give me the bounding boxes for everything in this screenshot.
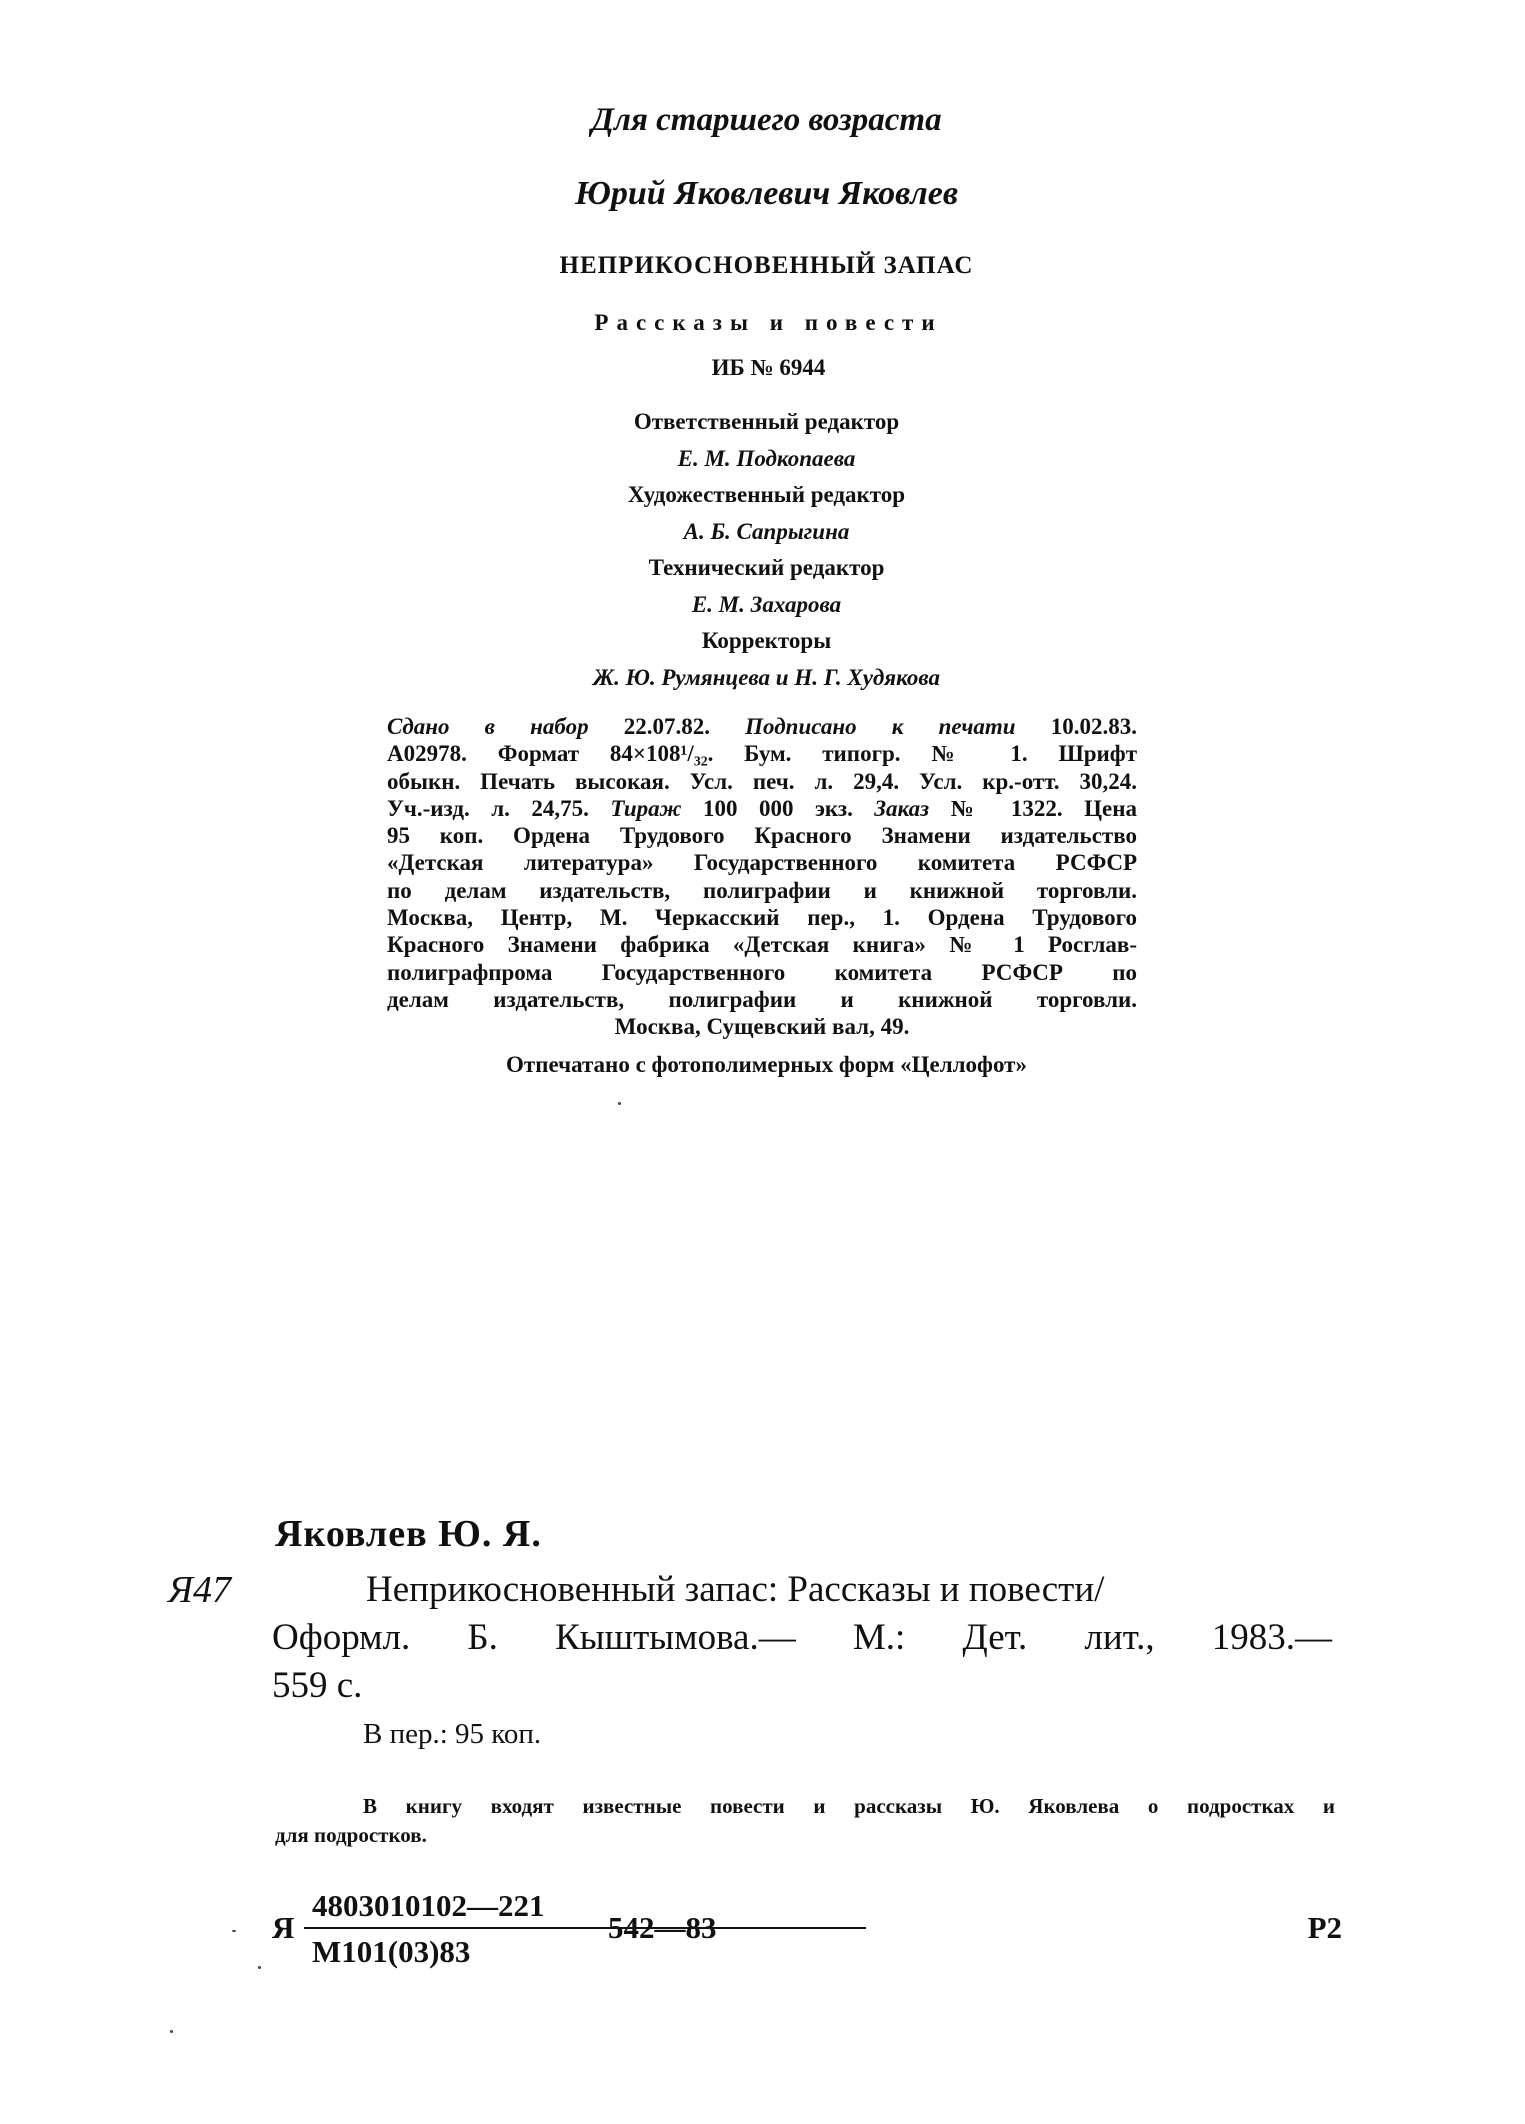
index-fraction-bar [304,1927,866,1929]
annotation-line: В книгу входят известные повести и рассказы Ю. Яковлева о подростках и [363,1794,1335,1818]
catalog-call-mark: Я47 [168,1569,231,1611]
imprint-line: «Детская литература» Государственного комитета РСФСР [387,850,1137,876]
imprint-line: полиграфпрома Государственного комитета РСФСР по [387,959,1137,985]
genre-label: Рассказы и повести [594,310,943,335]
book-title: НЕПРИКОСНОВЕННЫЙ ЗАПАС [559,252,974,279]
imprint-fragment: 100 000 экз. [703,795,853,821]
credit-person: Ж. Ю. Румянцева и Н. Г. Худякова [592,664,941,690]
classification-code: Р2 [1307,1910,1342,1945]
imprint-block [387,713,1137,1041]
imprint-fragment: Тираж [610,795,682,821]
imprint-fragment: Заказ [874,795,930,821]
index-letter: Я [272,1910,295,1945]
imprint-fragment: 24,75. [531,795,589,821]
imprint-fragment: № 1322. Цена [950,795,1137,821]
imprint-line: делам издательств, полиграфии и книжной торговли. [387,986,1137,1012]
imprint-fragment: Подписано к печати [745,714,1016,739]
credit-person: Е. М. Подкопаева [677,445,856,471]
bibliographic-index [272,1880,1342,1990]
audience-label: Для старшего возраста [591,102,942,138]
index-numerator: 4803010102—221 [312,1888,545,1923]
annotation-line: для подростков. [275,1823,427,1847]
print-speck [618,1102,621,1105]
imprint-fragment: Уч.-изд. л. [387,795,510,821]
ib-number: ИБ № 6944 [711,355,826,380]
catalog-description-line: 559 с. [272,1665,363,1706]
author-name: Юрий Яковлевич Яковлев [574,175,959,212]
catalog-description-line: Неприкосновенный запас: Рассказы и повести/ [366,1569,1105,1610]
imprint-line [387,713,1137,740]
print-speck [232,1930,236,1932]
catalog-card-author: Яковлев Ю. Я. [275,1513,542,1555]
credit-role: Корректоры [701,628,832,653]
printing-note: Отпечатано с фотополимерных форм «Целлофот» [506,1052,1027,1077]
imprint-fragment: 10.02.83. [1050,714,1137,739]
print-speck [170,2030,173,2033]
imprint-fragment: Сдано в набор [387,714,589,739]
credits-block [4,404,1525,696]
index-code: 542—83 [608,1910,717,1945]
credit-role: Ответственный редактор [633,409,900,434]
imprint-line: обыкн. Печать высокая. Усл. печ. л. 29,4. Усл. кр.-отт. 30,24. [387,768,1137,794]
catalog-description [272,1566,1332,1710]
imprint-line: 95 коп. Ордена Трудового Красного Знамени издательство [387,823,1137,849]
catalog-description-line: Оформл. Б. Кыштымова.— М.: Дет. лит., 1983.— [272,1617,1332,1658]
credit-role: Художественный редактор [627,482,906,507]
annotation-block [275,1792,1335,1850]
imprint-line [387,795,1137,822]
price-label: В пер.: 95 коп. [363,1718,542,1750]
imprint-fragment: 22.07.82. [623,714,710,739]
imprint-line: Красного Знамени фабрика «Детская книга» № 1 Росглав- [387,932,1137,958]
imprint-line: по делам издательств, полиграфии и книжной торговли. [387,877,1137,903]
imprint-line: А02978. Формат 84×108¹/₃₂. Бум. типогр. № 1. Шрифт [387,741,1137,767]
credit-person: А. Б. Сапрыгина [683,518,850,544]
imprint-line: Москва, Сущевский вал, 49. [614,1014,910,1040]
credit-role: Технический редактор [648,555,885,580]
credit-person: Е. М. Захарова [691,591,842,617]
imprint-line: Москва, Центр, М. Черкасский пер., 1. Ордена Трудового [387,905,1137,931]
print-speck [258,1966,261,1969]
index-denominator: М101(03)83 [312,1934,471,1969]
